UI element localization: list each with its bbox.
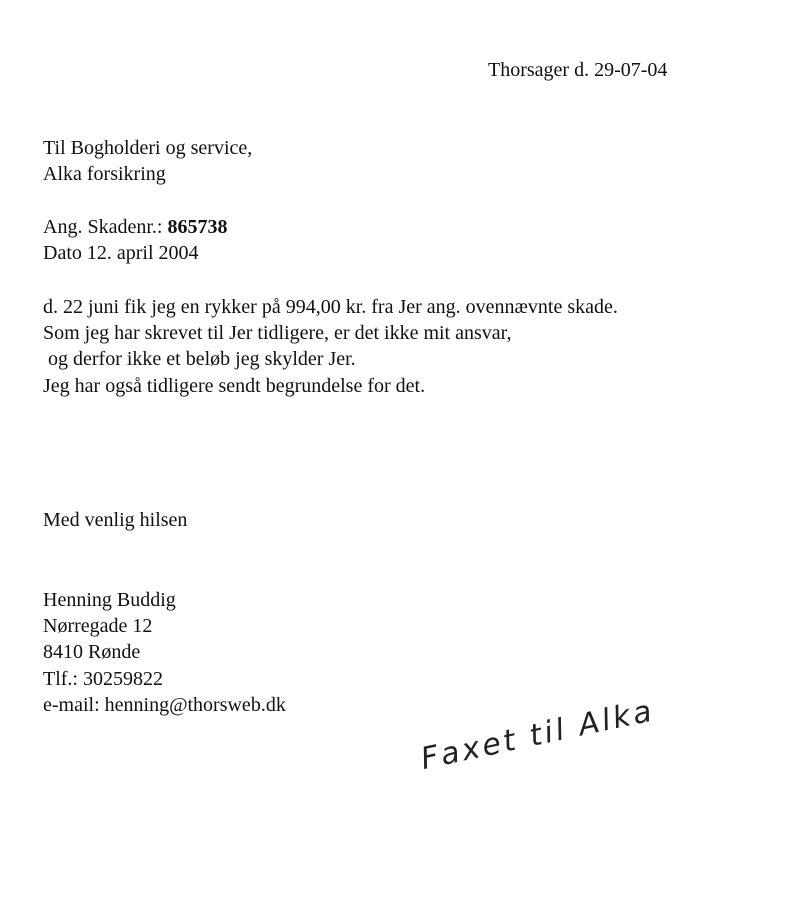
recipient-line: Til Bogholderi og service, [43, 137, 253, 159]
place-date: Thorsager d. 29-07-04 [488, 59, 668, 81]
sender-street: Nørregade 12 [43, 615, 153, 637]
body-line: Jeg har også tidligere sendt begrundelse for det. [43, 375, 426, 397]
sender-phone: Tlf.: 30259822 [43, 668, 163, 690]
reference-label: Ang. Skadenr.: [43, 216, 168, 238]
sender-city: 8410 Rønde [43, 641, 141, 663]
sender-email: e-mail: henning@thorsweb.dk [43, 694, 286, 716]
body-line: d. 22 juni fik jeg en rykker på 994,00 kr. fra Jer ang. ovennævnte skade. [43, 296, 618, 318]
body-line: Som jeg har skrevet til Jer tidligere, er det ikke mit ansvar, [43, 322, 512, 344]
date-line: Dato 12. april 2004 [43, 242, 199, 264]
reference-number: 865738 [167, 216, 228, 238]
handwritten-note: Faxet til Alka [417, 693, 658, 777]
reference-line [43, 214, 227, 240]
sender-name: Henning Buddig [43, 589, 176, 611]
body-line: og derfor ikke et beløb jeg skylder Jer. [43, 348, 356, 370]
closing: Med venlig hilsen [43, 509, 188, 531]
recipient-line: Alka forsikring [43, 163, 166, 185]
